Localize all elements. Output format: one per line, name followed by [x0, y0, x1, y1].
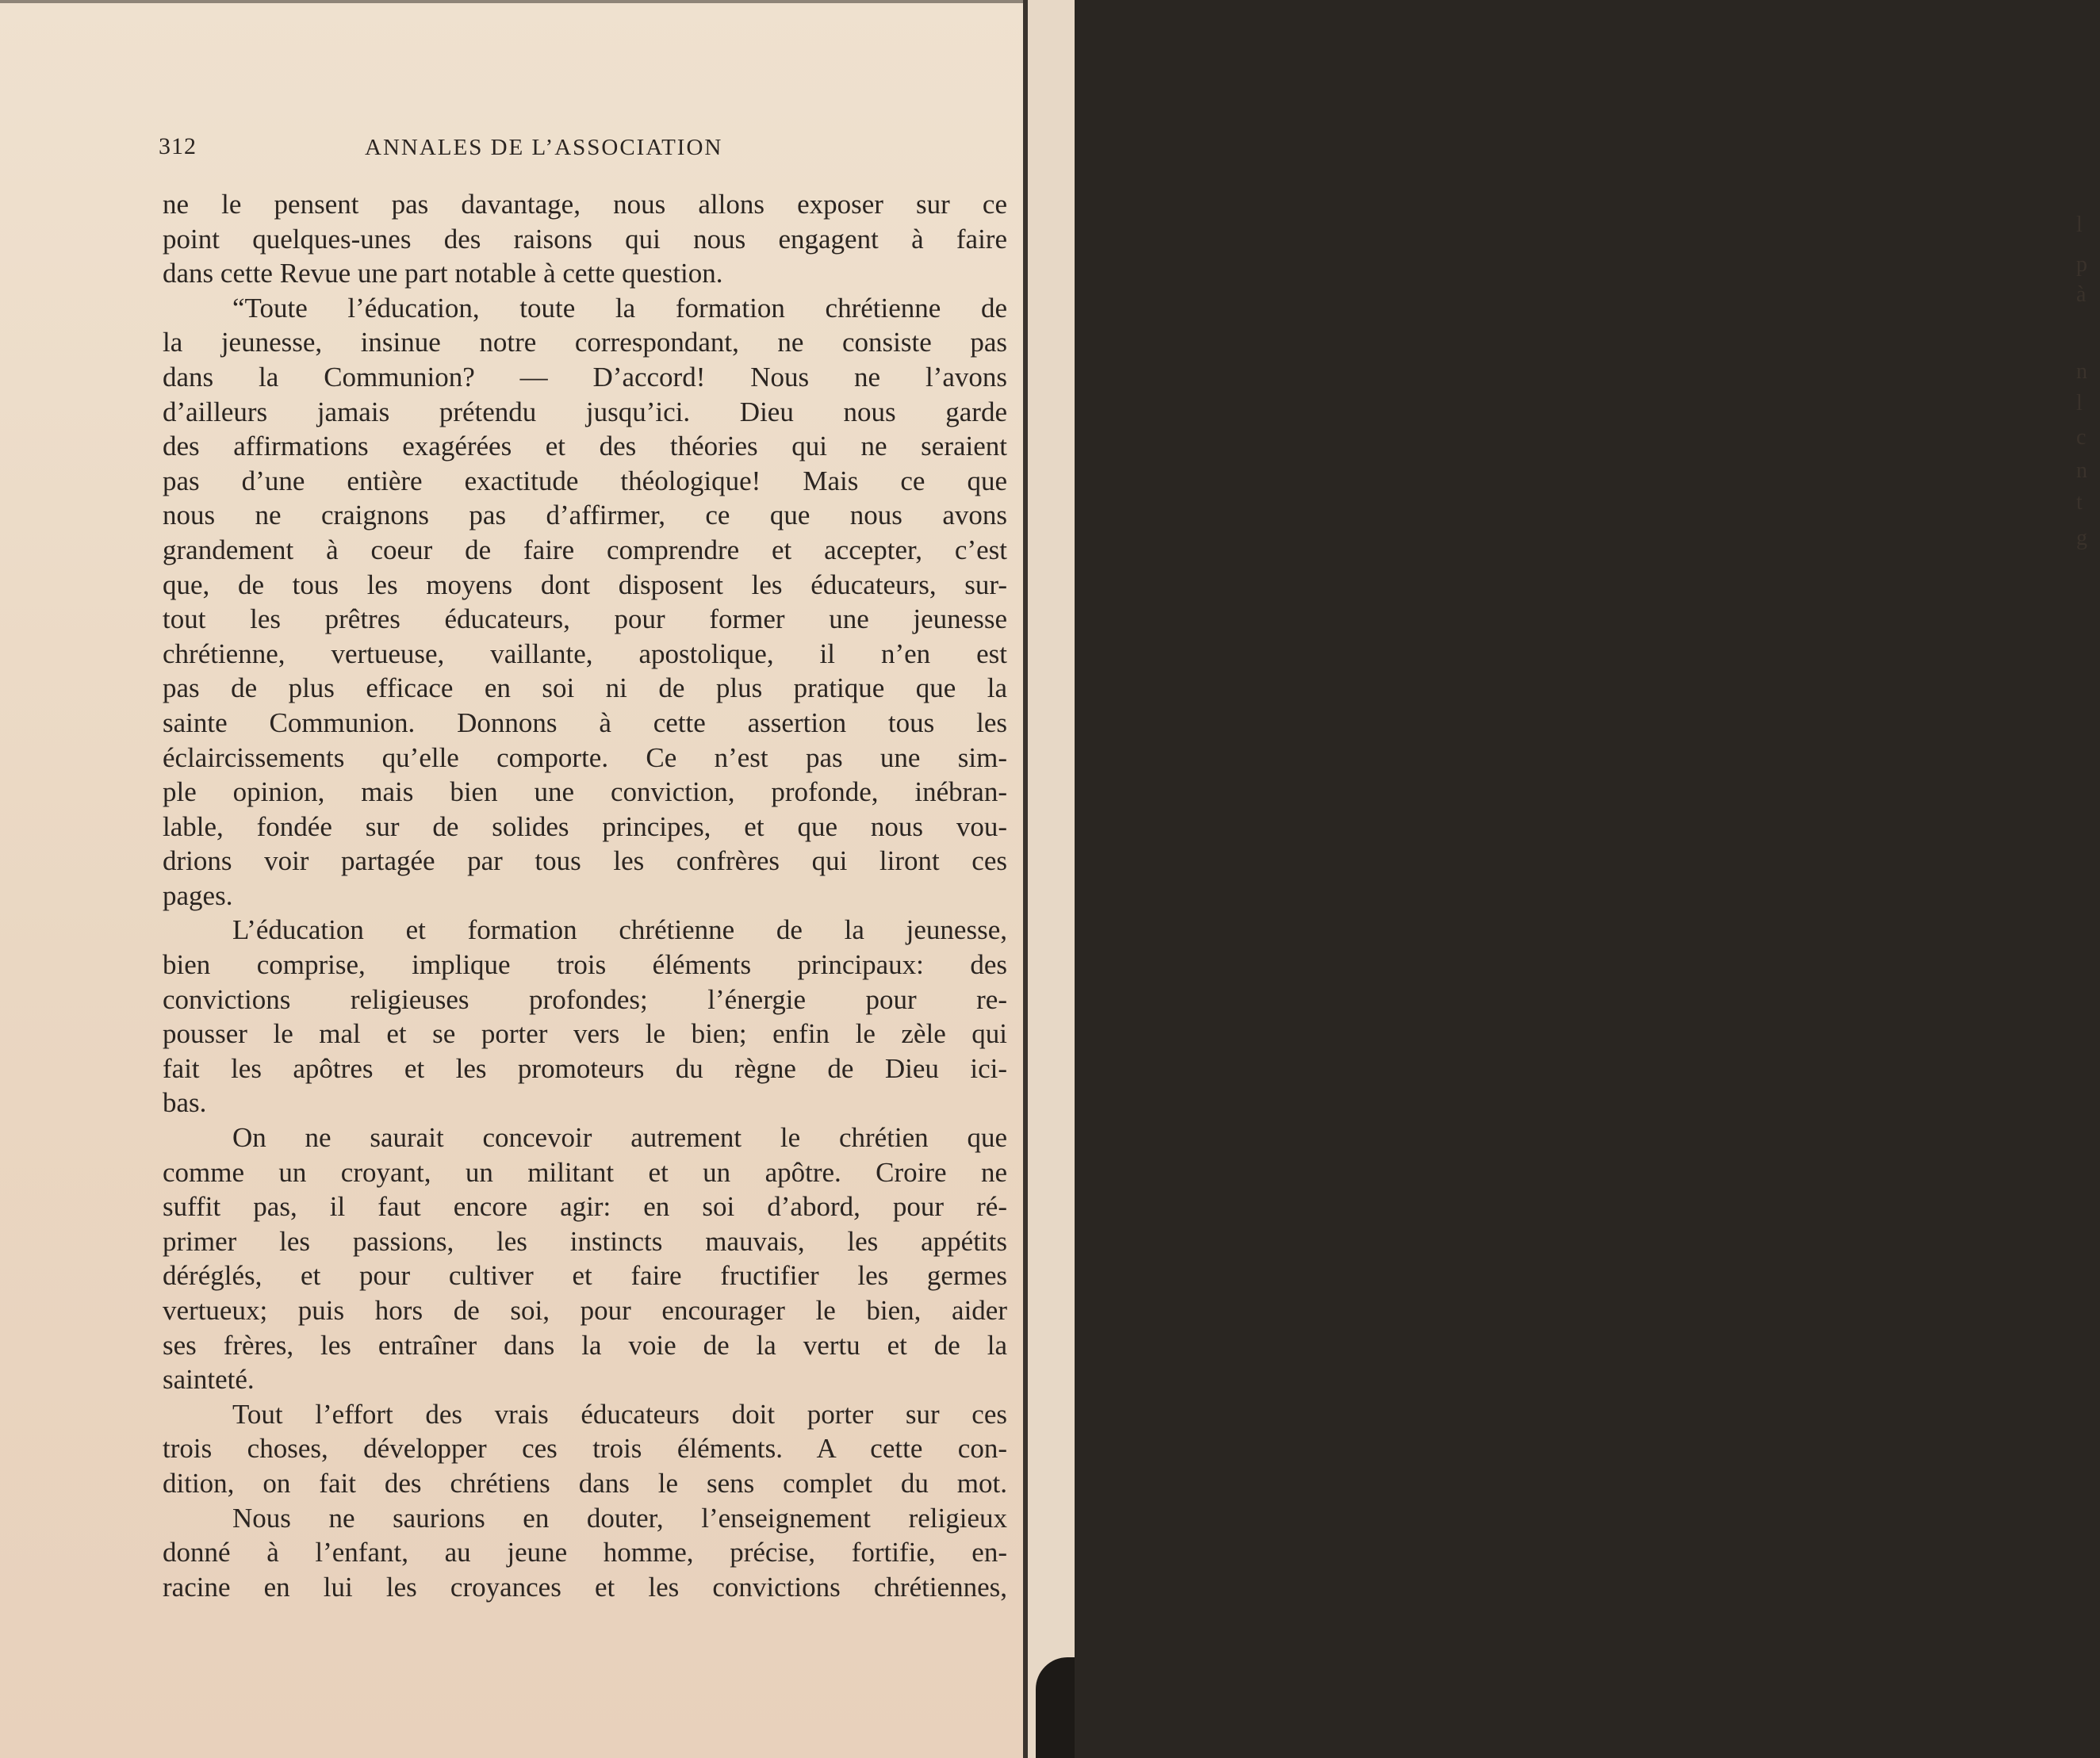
text-line: dans la Communion? — D’accord! Nous ne l’avons — [163, 361, 1007, 393]
text-line: dition, on fait des chrétiens dans le sens complet du mot. — [163, 1467, 1007, 1499]
text-line: ses frères, les entraîner dans la voie de la vertu et de la — [163, 1329, 1007, 1361]
text-line: pas d’une entière exactitude théologique! Mais ce que — [163, 465, 1007, 496]
adjacent-page-glyph: à — [2076, 282, 2087, 307]
adjacent-page-glyph: c — [2076, 425, 2087, 450]
book-edge-shadow — [1036, 1657, 1075, 1758]
text-line: Nous ne saurions en douter, l’enseignement religieux — [232, 1502, 1007, 1534]
adjacent-page-glyph: l — [2076, 213, 2083, 237]
text-line: éclaircissements qu’elle comporte. Ce n’est pas une sim- — [163, 741, 1007, 773]
text-line: trois choses, développer ces trois éléments. A cette con- — [163, 1433, 1007, 1465]
text-line: des affirmations exagérées et des théories qui ne seraient — [163, 431, 1007, 462]
text-line: pages. — [163, 879, 233, 911]
text-line: Tout l’effort des vrais éducateurs doit porter sur ces — [232, 1398, 1007, 1430]
text-line: vertueux; puis hors de soi, pour encourager le bien, aider — [163, 1295, 1007, 1326]
adjacent-page-glyph: g — [2076, 526, 2087, 550]
text-line: déréglés, et pour cultiver et faire fructifier les germes — [163, 1260, 1007, 1292]
text-line: d’ailleurs jamais prétendu jusqu’ici. Dieu nous garde — [163, 396, 1007, 427]
text-line: racine en lui les croyances et les convictions chrétiennes, — [163, 1571, 1007, 1603]
text-line: primer les passions, les instincts mauvais, les appétits — [163, 1225, 1007, 1257]
text-line: point quelques-unes des raisons qui nous engagent à faire — [163, 223, 1007, 255]
text-line: la jeunesse, insinue notre correspondant, ne consiste pas — [163, 327, 1007, 358]
text-line: comme un croyant, un militant et un apôtre. Croire ne — [163, 1156, 1007, 1188]
text-line: pas de plus efficace en soi ni de plus pratique que la — [163, 672, 1007, 704]
text-line: sainte Communion. Donnons à cette assertion tous les — [163, 707, 1007, 738]
adjacent-page-glyph: n — [2076, 458, 2087, 483]
text-line: ne le pensent pas davantage, nous allons exposer sur ce — [163, 189, 1007, 220]
text-line: chrétienne, vertueuse, vaillante, apostolique, il n’en est — [163, 638, 1007, 669]
text-line: tout les prêtres éducateurs, pour former une jeunesse — [163, 603, 1007, 635]
adjacent-page-edge — [1028, 0, 2087, 1758]
text-line: suffit pas, il faut encore agir: en soi d’abord, pour ré- — [163, 1191, 1007, 1223]
text-line: grandement à coeur de faire comprendre et accepter, c’est — [163, 534, 1007, 565]
text-line: sainteté. — [163, 1364, 255, 1396]
text-line: lable, fondée sur de solides principes, et que nous vou- — [163, 810, 1007, 842]
body-text — [163, 187, 1007, 1604]
book-page — [0, 0, 1031, 1758]
adjacent-page-glyph: l — [2076, 391, 2083, 416]
text-line: L’éducation et formation chrétienne de la jeunesse, — [232, 914, 1007, 946]
text-line: bien comprise, implique trois éléments principaux: des — [163, 949, 1007, 981]
adjacent-page-glyph: n — [2076, 359, 2087, 384]
text-line: drions voir partagée par tous les confrères qui liront ces — [163, 845, 1007, 877]
page-number: 312 — [159, 133, 197, 159]
text-line: bas. — [163, 1087, 207, 1119]
top-edge-rule — [0, 0, 1031, 3]
text-line: que, de tous les moyens dont disposent les éducateurs, sur- — [163, 569, 1007, 600]
adjacent-page-glyph: t — [2076, 490, 2083, 515]
text-line: “Toute l’éducation, toute la formation chrétienne de — [232, 292, 1007, 324]
running-head-title: ANNALES DE L’ASSOCIATION — [365, 135, 723, 160]
text-line: pousser le mal et se porter vers le bien; enfin le zèle qui — [163, 1018, 1007, 1050]
text-line: convictions religieuses profondes; l’énergie pour re- — [163, 983, 1007, 1015]
running-head — [159, 133, 809, 168]
adjacent-page-glyph: p — [2076, 252, 2087, 277]
text-line: On ne saurait concevoir autrement le chrétien que — [232, 1122, 1007, 1154]
text-line: dans cette Revue une part notable à cette question. — [163, 258, 723, 289]
text-line: donné à l’enfant, au jeune homme, précise, fortifie, en- — [163, 1537, 1007, 1568]
text-line: ple opinion, mais bien une conviction, profonde, inébran- — [163, 776, 1007, 808]
text-line: nous ne craignons pas d’affirmer, ce que nous avons — [163, 500, 1007, 531]
text-line: fait les apôtres et les promoteurs du règne de Dieu ici- — [163, 1052, 1007, 1084]
